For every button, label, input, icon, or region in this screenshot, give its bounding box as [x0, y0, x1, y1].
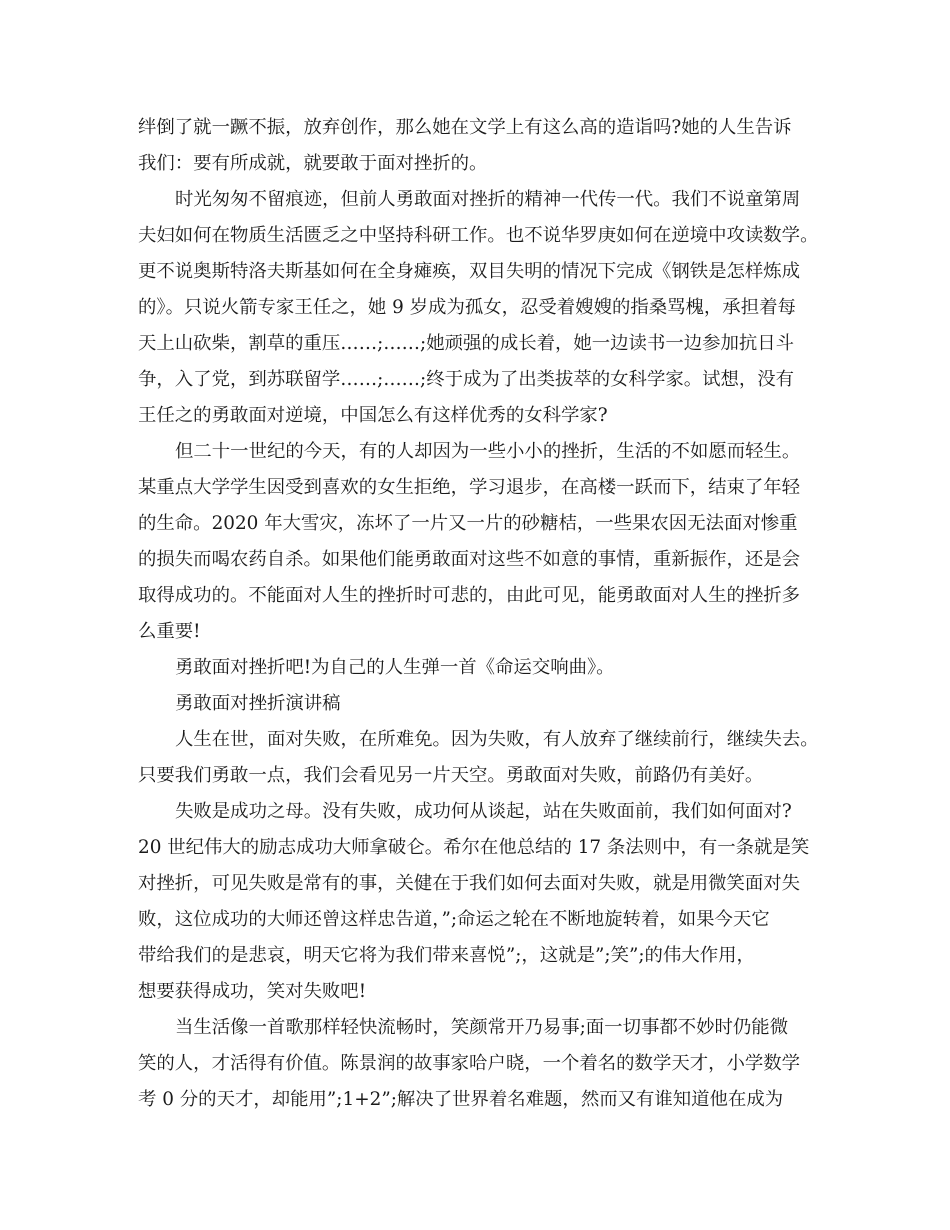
- text-line-15: 么重要!: [138, 621, 201, 642]
- text-line-20: 失败是成功之母。没有失败，成功何从谈起，站在失败面前，我们如何面对?: [175, 801, 792, 822]
- text-line-18: 人生在世，面对失败，在所难免。因为失败，有人放弃了继续前行，继续失去。: [175, 729, 819, 750]
- text-line-14: 取得成功的。不能面对人生的挫折时可悲的，由此可见，能勇敢面对人生的挫折多: [138, 585, 801, 606]
- text-line-11: 某重点大学学生因受到喜欢的女生拒绝，学习退步，在高楼一跃而下，结束了年轻: [138, 477, 801, 498]
- text-line-9: 王任之的勇敢面对逆境，中国怎么有这样优秀的女科学家?: [138, 405, 608, 426]
- text-line-6: 的》。只说火箭专家王任之，她 9 岁成为孤女，忍受着嫂嫂的指桑骂槐，承担着每: [138, 297, 796, 318]
- text-line-2: 我们：要有所成就，就要敢于面对挫折的。: [138, 153, 488, 174]
- text-line-13: 的损失而喝农药自杀。如果他们能勇敢面对这些不如意的事情，重新振作，还是会: [138, 549, 801, 570]
- text-line-28: 考 0 分的天才，却能用”;1+2”;解决了世界着名难题，然而又有谁知道他在成为: [138, 1089, 784, 1110]
- text-line-1: 绊倒了就一蹶不振，放弃创作，那么她在文学上有这么高的造诣吗?她的人生告诉: [138, 117, 792, 138]
- text-line-27: 笑的人，才活得有价值。陈景润的故事家哈户晓，一个着名的数学天才，小学数学: [138, 1053, 801, 1074]
- text-line-23: 败，这位成功的大师还曾这样忠告道，”;命运之轮在不断地旋转着，如果今天它: [138, 909, 770, 930]
- text-line-3: 时光匆匆不留痕迹，但前人勇敢面对挫折的精神一代传一代。我们不说童第周: [175, 189, 801, 210]
- text-line-24: 带给我们的是悲哀，明天它将为我们带来喜悦”;，这就是”;笑”;的伟大作用，: [138, 945, 755, 966]
- text-line-4: 夫妇如何在物质生活匮乏之中坚持科研工作。也不说华罗庚如何在逆境中攻读数学。: [138, 225, 819, 246]
- text-line-21: 20 世纪伟大的励志成功大师拿破仑。希尔在他总结的 17 条法则中，有一条就是笑: [138, 837, 810, 858]
- text-line-7: 天上山砍柴，割草的重压……;……;她顽强的成长着，她一边读书一边参加抗日斗: [138, 333, 795, 354]
- text-line-16: 勇敢面对挫折吧!为自己的人生弹一首《命运交响曲》。: [175, 657, 615, 678]
- section-heading: 勇敢面对挫折演讲稿: [175, 693, 341, 714]
- text-line-8: 争，入了党，到苏联留学……;……;终于成为了出类拔萃的女科学家。试想，没有: [138, 369, 795, 390]
- text-line-19: 只要我们勇敢一点，我们会看见另一片天空。勇敢面对失败，前路仍有美好。: [138, 765, 764, 786]
- text-line-25: 想要获得成功，笑对失败吧!: [138, 981, 367, 1002]
- text-line-10: 但二十一世纪的今天，有的人却因为一些小小的挫折，生活的不如愿而轻生。: [175, 441, 801, 462]
- text-line-26: 当生活像一首歌那样轻快流畅时，笑颜常开乃易事;面一切事都不妙时仍能微: [175, 1017, 789, 1038]
- text-line-22: 对挫折，可见失败是常有的事，关健在于我们如何去面对失败，就是用微笑面对失: [138, 873, 801, 894]
- text-line-12: 的生命。2020 年大雪灾，冻坏了一片又一片的砂糖桔，一些果农因无法面对惨重: [138, 513, 798, 534]
- text-line-5: 更不说奥斯特洛夫斯基如何在全身瘫痪，双目失明的情况下完成《钢铁是怎样炼成: [138, 261, 801, 282]
